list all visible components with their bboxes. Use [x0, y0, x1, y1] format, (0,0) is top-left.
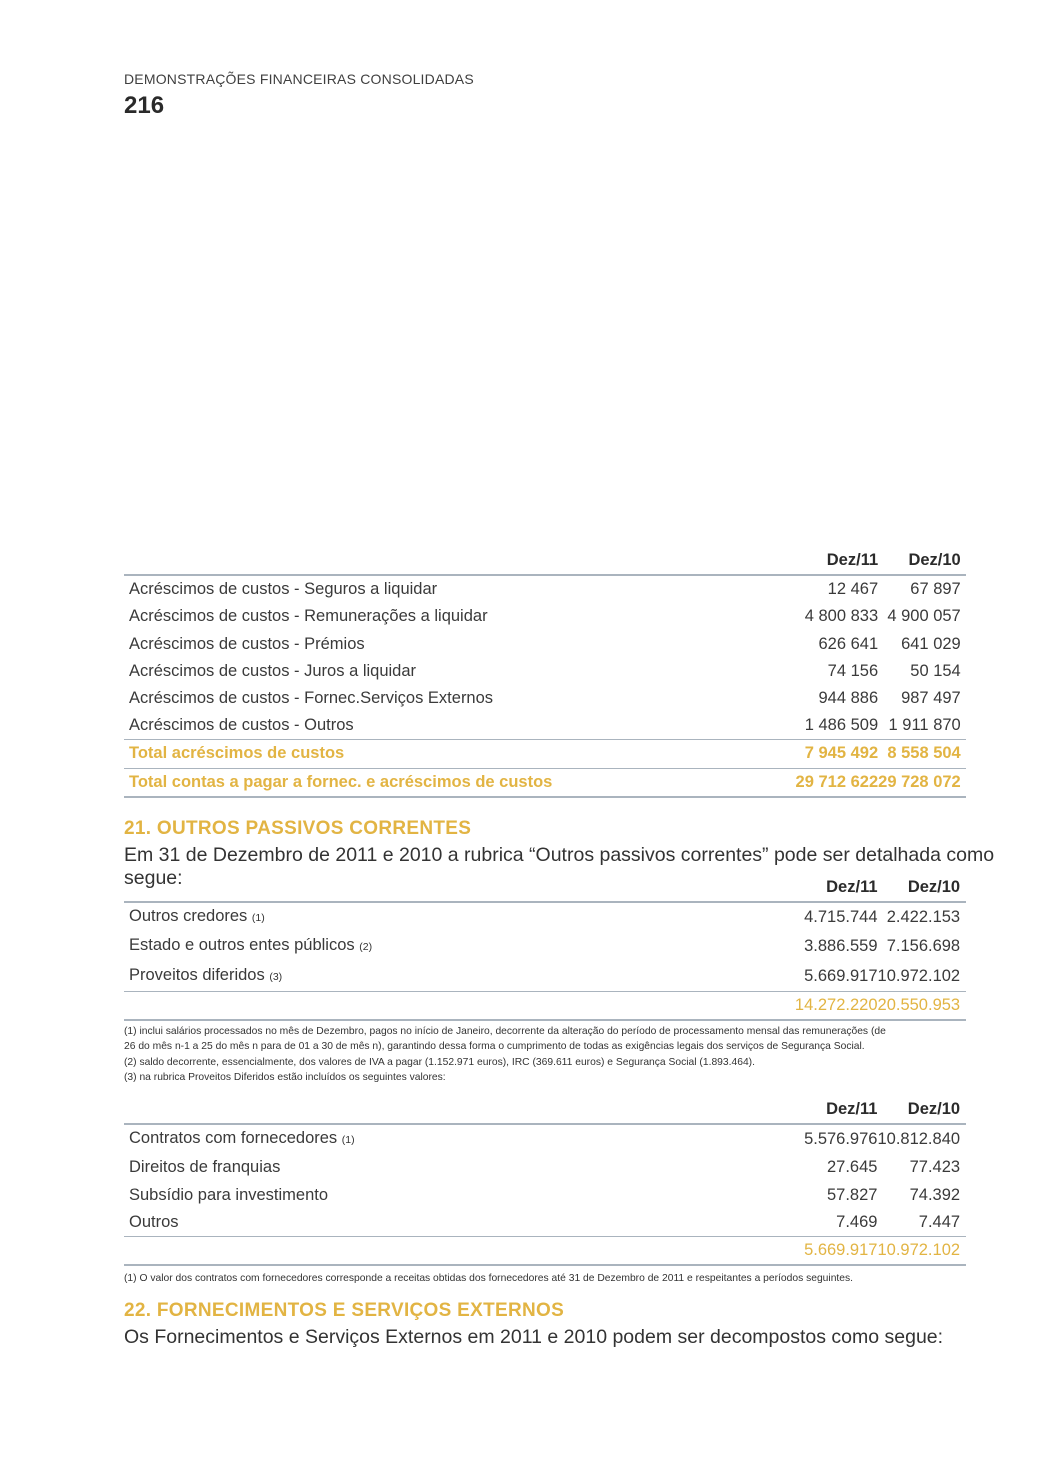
table-row: Direitos de franquias 27.645 77.423: [129, 1158, 961, 1177]
table-row: Estado e outros entes públicos (2) 3.886.559 7.156.698: [129, 936, 961, 956]
column-header-dez10: Dez/10: [878, 874, 961, 902]
footnotes: [124, 1024, 966, 1086]
column-header-dez11: Dez/11: [741, 1096, 878, 1124]
table-header-row: [124, 874, 966, 902]
total-row: 5.669.917 10.972.102: [124, 1237, 966, 1266]
column-header-dez11: Dez/11: [746, 547, 878, 575]
footnote: (1) inclui salários processados no mês de Dezembro, pagos no início de Janeiro, decorrente da alteração do período de processamento mensal das remunerações (de: [124, 1026, 886, 1037]
table-row: Acréscimos de custos - Prémios 626 641 641 029: [129, 634, 961, 653]
column-header-dez10: Dez/10: [878, 547, 961, 575]
footnote: 26 do mês n-1 a 25 do mês n para de 01 a 30 de mês n), garantindo dessa forma o cumprimento de todas as exigências legais dos serviços de Segurança Social.: [124, 1041, 865, 1053]
total-accrued-costs-row: Total acréscimos de custos 7 945 492 8 558 504: [124, 740, 966, 768]
table-row: Acréscimos de custos - Juros a liquidar 74 156 50 154: [129, 661, 961, 680]
total-row: 14.272.220 20.550.953: [124, 991, 966, 1020]
table-row: Outros credores (1) 4.715.744 2.422.153: [129, 907, 961, 927]
footnote: (3) na rubrica Proveitos Diferidos estão incluídos os seguintes valores:: [124, 1072, 446, 1084]
table-row: Subsídio para investimento 57.827 74.392: [129, 1185, 961, 1204]
table-row: Acréscimos de custos - Outros 1 486 509 1 911 870: [129, 716, 961, 735]
deferred-income-table: [124, 1096, 966, 1266]
footnote: (1) O valor dos contratos com fornecedores corresponde a receitas obtidas dos fornecedores até 31 de Dezembro de 2011 e respeitantes a períodos seguintes.: [124, 1273, 854, 1284]
table-row: Acréscimos de custos - Fornec.Serviços Externos 944 886 987 497: [129, 689, 961, 708]
column-header-dez10: Dez/10: [877, 1096, 960, 1124]
other-current-liabilities-table: [124, 874, 966, 1021]
section-21-intro: Em 31 de Dezembro de 2011 e 2010 a rubrica “Outros passivos correntes” pode ser detalhada como segue:: [124, 844, 995, 889]
table-header-row: [124, 1096, 966, 1124]
table-row: Proveitos diferidos (3) 5.669.917 10.972.102: [129, 965, 961, 985]
table-row: Acréscimos de custos - Remunerações a liquidar 4 800 833 4 900 057: [129, 607, 961, 626]
page-number: 216: [124, 92, 165, 119]
section-21-title: 21. OUTROS PASSIVOS CORRENTES: [124, 818, 472, 839]
table-row: Contratos com fornecedores (1) 5.576.976 10.812.840: [129, 1129, 961, 1149]
section-22-intro: Os Fornecimentos e Serviços Externos em 2011 e 2010 podem ser decompostos como segue:: [124, 1326, 944, 1348]
footnote: (2) saldo decorrente, essencialmente, dos valores de IVA a pagar (1.152.971 euros), IRC (369.611 euros) e Segurança Social (1.893.464).: [124, 1056, 755, 1068]
grand-total-row: Total contas a pagar a fornec. e acréscimos de custos 29 712 622 29 728 072: [124, 768, 966, 797]
table-row: Acréscimos de custos - Seguros a liquidar 12 467 67 897: [129, 580, 961, 599]
table-row: Outros 7.469 7.447: [129, 1212, 961, 1231]
section-22-title: 22. FORNECIMENTOS E SERVIÇOS EXTERNOS: [124, 1300, 565, 1321]
column-header-dez11: Dez/11: [740, 874, 877, 902]
document-section-title: DEMONSTRAÇÕES FINANCEIRAS CONSOLIDADAS: [124, 71, 474, 87]
table-header-row: [124, 547, 966, 575]
accrued-costs-table: [124, 547, 966, 798]
